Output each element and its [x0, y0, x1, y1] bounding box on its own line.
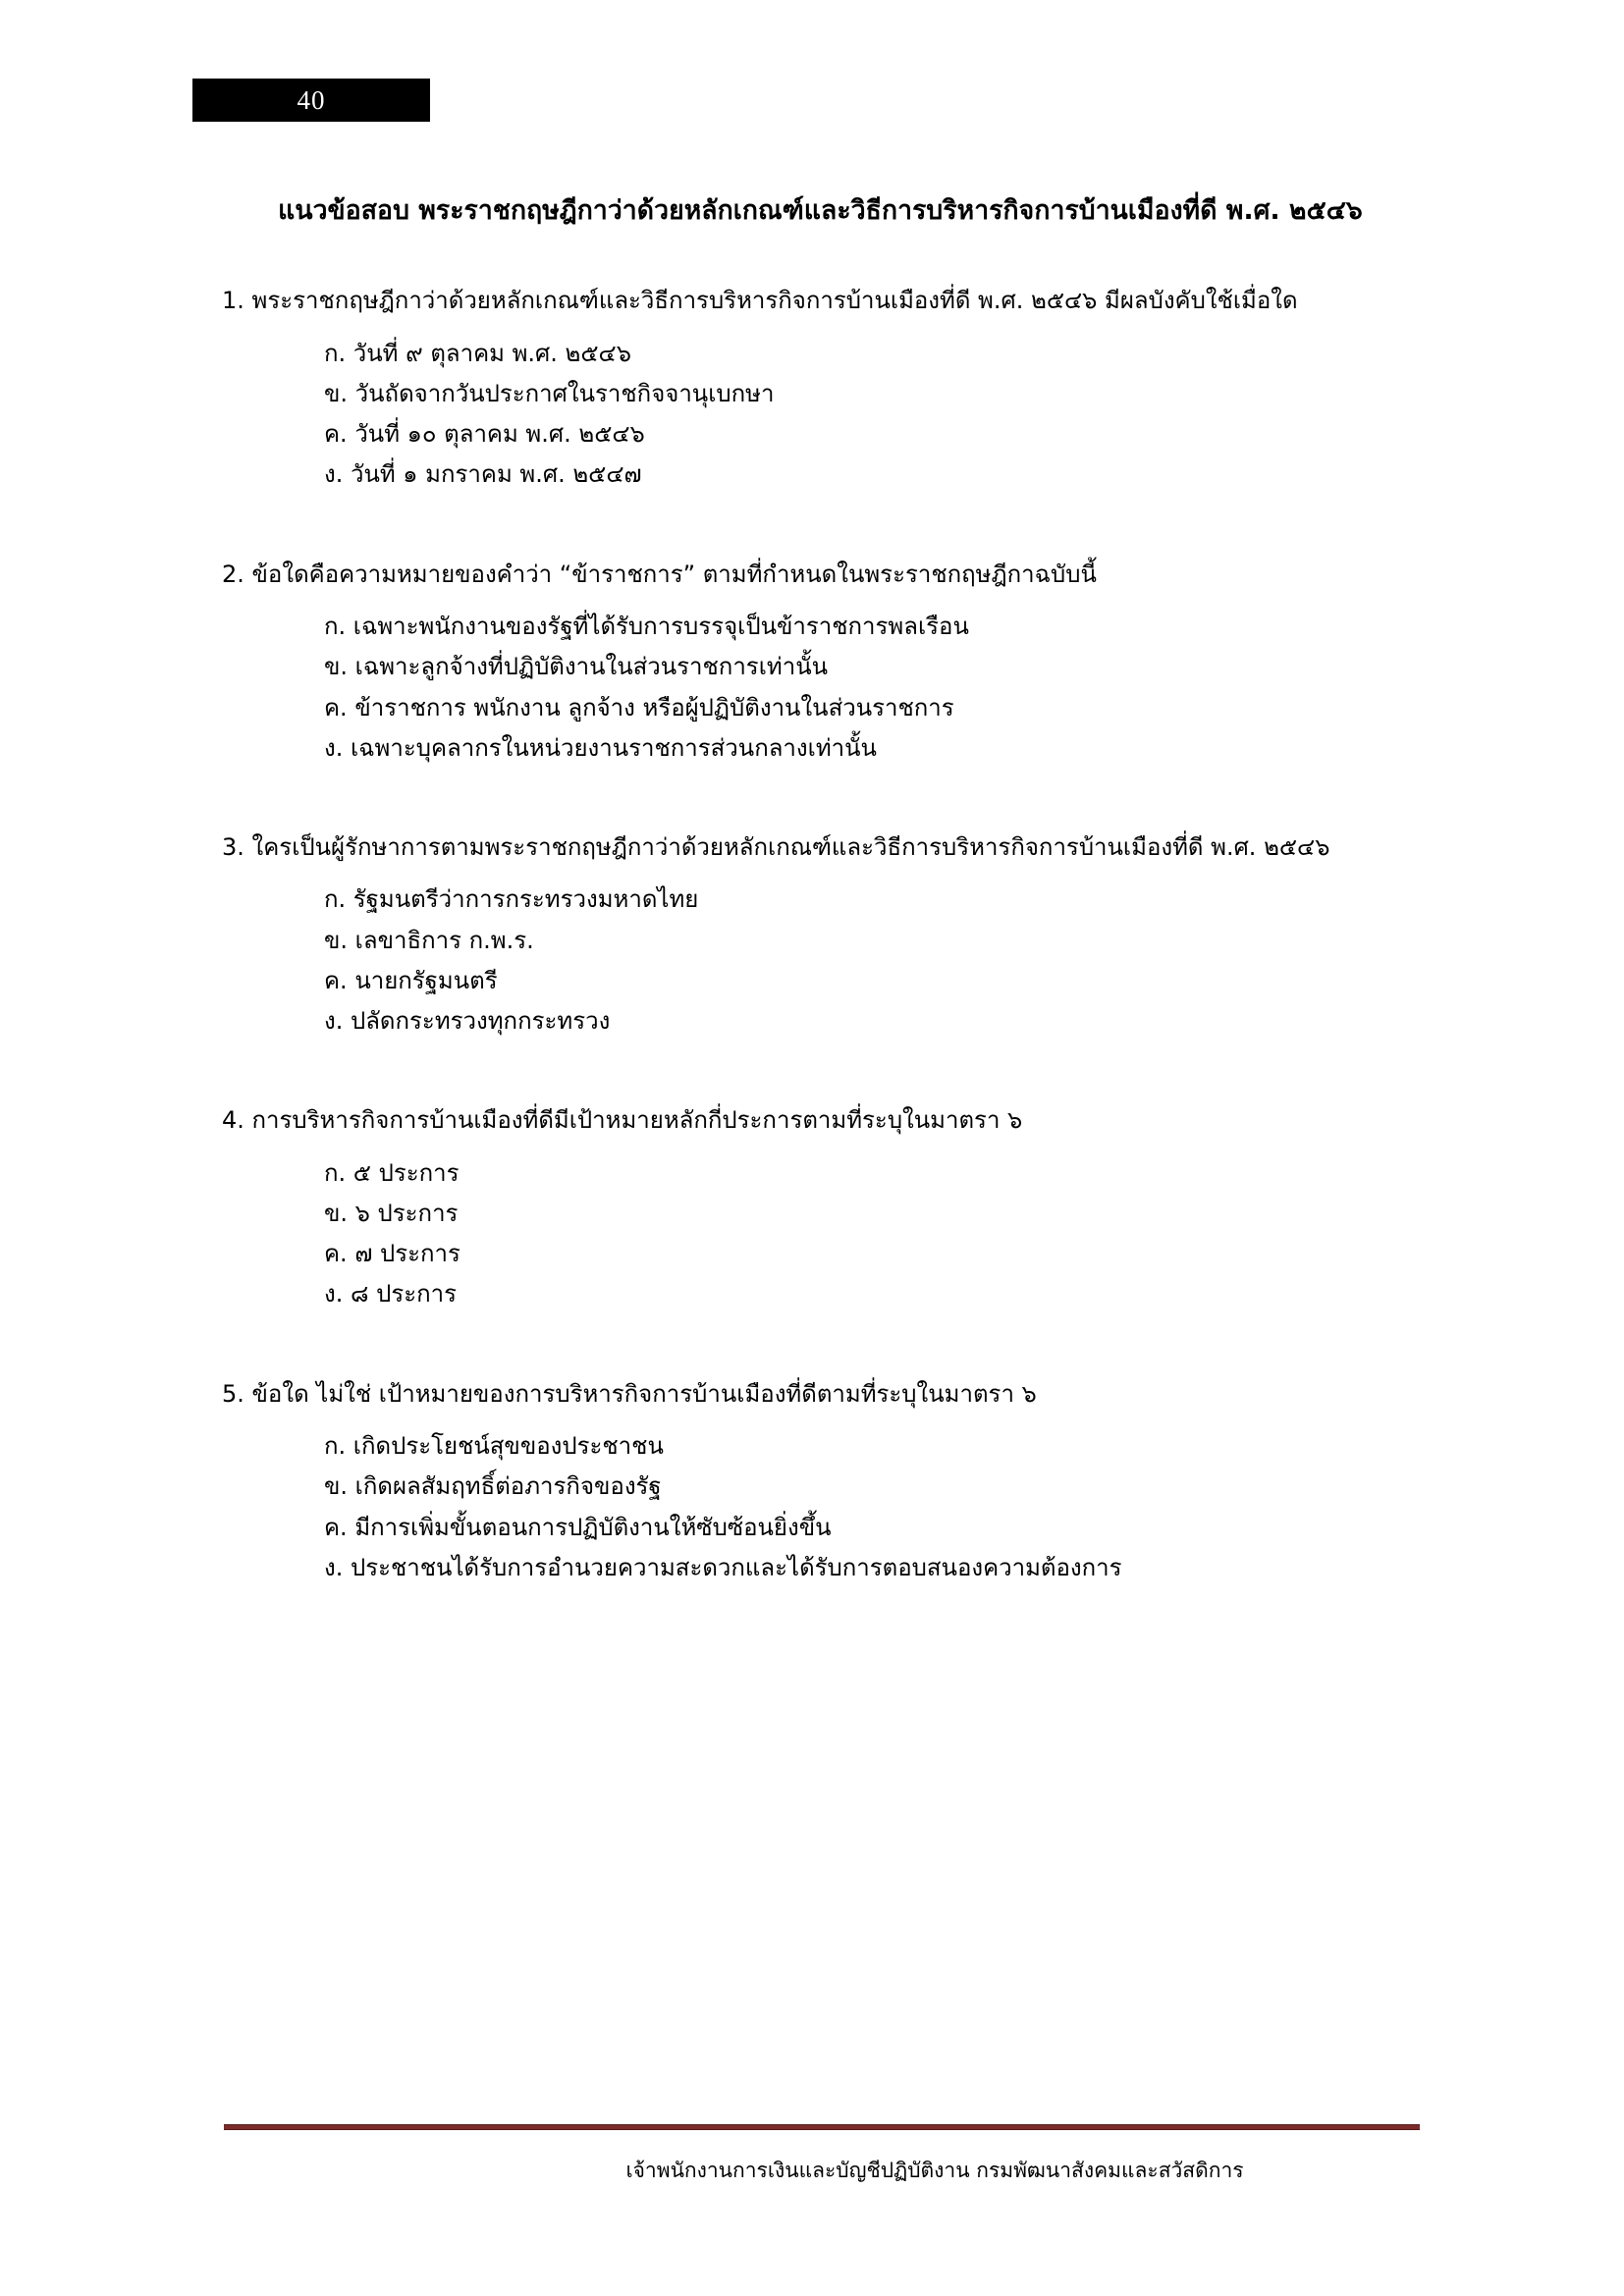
block-spacer [224, 1315, 1417, 1331]
option-kho[interactable]: ข. เกิดผลสัมฤทธิ์ต่อภารกิจของรัฐ [324, 1472, 662, 1501]
footer-divider [224, 2124, 1420, 2130]
option-ko[interactable]: ก. ๕ ประการ [324, 1158, 460, 1187]
option-ngo[interactable]: ง. ปลัดกระทรวงทุกกระทรวง [324, 1007, 611, 1036]
question-block-5 [224, 1374, 1417, 1588]
question-text: 5. ข้อใด ไม่ใช่ เป้าหมายของการบริหารกิจการบ้านเมืองที่ดีตามที่ระบุในมาตรา ๖ [222, 1379, 1037, 1408]
option-kho-khwai[interactable]: ค. วันที่ ๑๐ ตุลาคม พ.ศ. ๒๕๔๖ [324, 420, 645, 449]
option-kho[interactable]: ข. วันถัดจากวันประกาศในราชกิจจานุเบกษา [324, 379, 775, 407]
option-kho-khwai[interactable]: ค. ๗ ประการ [324, 1240, 460, 1268]
option-ko[interactable]: ก. เฉพาะพนักงานของรัฐที่ได้รับการบรรจุเป็นข้าราชการพลเรือน [324, 613, 969, 641]
block-spacer [224, 769, 1417, 784]
option-kho-khwai[interactable]: ค. ข้าราชการ พนักงาน ลูกจ้าง หรือผู้ปฏิบัติงานในส่วนราชการ [324, 693, 954, 721]
option-kho[interactable]: ข. เฉพาะลูกจ้างที่ปฏิบัติงานในส่วนราชการเท่านั้น [324, 653, 829, 681]
document-content [224, 192, 1417, 1588]
question-block-1 [224, 281, 1417, 495]
option-kho[interactable]: ข. ๖ ประการ [324, 1199, 459, 1227]
option-kho-khwai[interactable]: ค. มีการเพิ่มขั้นตอนการปฏิบัติงานให้ซับซ้อนยิ่งขึ้น [324, 1513, 832, 1541]
page-number-bar [192, 79, 430, 122]
footer-text: เจ้าพนักงานการเงินและบัญชีปฏิบัติงาน กรมพัฒนาสังคมและสวัสดิการ [625, 2159, 1244, 2182]
question-text: 2. ข้อใดคือความหมายของคำว่า “ข้าราชการ” ตามที่กำหนดในพระราชกฤษฎีกาฉบับนี้ [222, 560, 1097, 588]
question-block-2 [224, 555, 1417, 769]
option-kho[interactable]: ข. เลขาธิการ ก.พ.ร. [324, 926, 534, 954]
block-spacer [224, 496, 1417, 511]
option-ko[interactable]: ก. วันที่ ๙ ตุลาคม พ.ศ. ๒๕๔๖ [324, 339, 631, 367]
option-list [224, 334, 1417, 496]
block-spacer [224, 1041, 1417, 1057]
page-title: แนวข้อสอบ พระราชกฤษฎีกาว่าด้วยหลักเกณฑ์และวิธีการบริหารกิจการบ้านเมืองที่ดี พ.ศ. ๒๕๔๖ [278, 195, 1363, 226]
option-list [224, 1426, 1417, 1588]
question-text: 1. พระราชกฤษฎีกาว่าด้วยหลักเกณฑ์และวิธีการบริหารกิจการบ้านเมืองที่ดี พ.ศ. ๒๕๔๖ มีผลบังคับใช้เมื่อใด [222, 287, 1298, 315]
option-kho-khwai[interactable]: ค. นายกรัฐมนตรี [324, 966, 498, 994]
option-ngo[interactable]: ง. ๘ ประการ [324, 1280, 458, 1308]
option-list [224, 880, 1417, 1041]
option-ko[interactable]: ก. รัฐมนตรีว่าการกระทรวงมหาดไทย [324, 885, 699, 914]
question-text: 4. การบริหารกิจการบ้านเมืองที่ดีมีเป้าหมายหลักกี่ประการตามที่ระบุในมาตรา ๖ [222, 1106, 1023, 1135]
option-list [224, 607, 1417, 769]
option-ngo[interactable]: ง. วันที่ ๑ มกราคม พ.ศ. ๒๕๔๗ [324, 460, 642, 489]
option-ngo[interactable]: ง. ประชาชนได้รับการอำนวยความสะดวกและได้รับการตอบสนองความต้องการ [324, 1553, 1122, 1581]
question-block-4 [224, 1100, 1417, 1314]
page-number: 40 [297, 84, 326, 115]
question-text: 3. ใครเป็นผู้รักษาการตามพระราชกฤษฎีกาว่าด้วยหลักเกณฑ์และวิธีการบริหารกิจการบ้านเมืองที่ดี พ.ศ. ๒๕๔๖ [222, 833, 1330, 862]
option-ngo[interactable]: ง. เฉพาะบุคลากรในหน่วยงานราชการส่วนกลางเท่านั้น [324, 733, 877, 762]
option-list [224, 1153, 1417, 1315]
question-block-3 [224, 828, 1417, 1041]
option-ko[interactable]: ก. เกิดประโยชน์สุขของประชาชน [324, 1432, 664, 1460]
